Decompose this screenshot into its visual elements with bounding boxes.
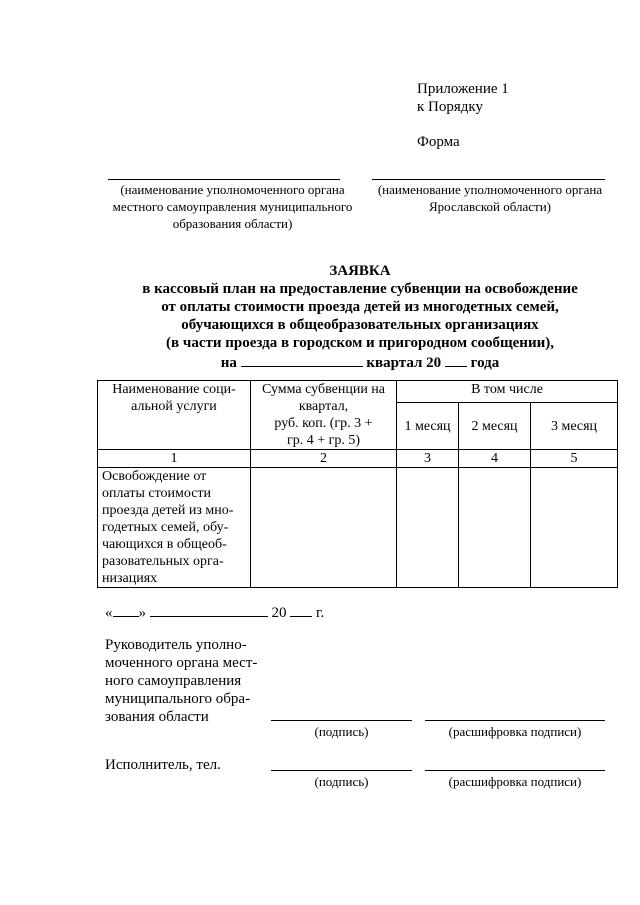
month-1-cell[interactable] bbox=[397, 468, 459, 588]
right-org-underline bbox=[372, 179, 605, 180]
quarter-blank[interactable] bbox=[241, 352, 363, 367]
title-line-3: обучающихся в общеобразовательных организациях bbox=[181, 317, 539, 333]
executor-label: Исполнитель, тел. bbox=[105, 757, 221, 773]
request-table bbox=[97, 380, 618, 588]
date-year-blank[interactable] bbox=[290, 602, 312, 617]
right-org-caption: (наименование уполномоченного органа Ярославской области) bbox=[377, 182, 603, 214]
executor-decoding-line[interactable] bbox=[425, 770, 605, 771]
service-name-cell: Освобождение от оплаты стоимости проезда детей из мно- годетных семей, обу- чающихся в общеоб- разовательных орга- низациях bbox=[98, 468, 251, 588]
col-number-5: 5 bbox=[531, 450, 618, 468]
month-3-cell[interactable] bbox=[531, 468, 618, 588]
col-number-3: 3 bbox=[397, 450, 459, 468]
month-2-header: 2 месяц bbox=[459, 403, 531, 450]
appendix-number: Приложение 1 bbox=[417, 81, 509, 97]
head-signature-line[interactable] bbox=[271, 720, 412, 721]
executor-signature-caption: (подпись) bbox=[314, 774, 369, 789]
executor-signature-line[interactable] bbox=[271, 770, 412, 771]
month-2-cell[interactable] bbox=[459, 468, 531, 588]
col-number-4: 4 bbox=[459, 450, 531, 468]
title-line-4: (в части проезда в городском и пригородном сообщении), bbox=[166, 335, 554, 351]
subvention-sum-cell[interactable] bbox=[251, 468, 397, 588]
group-header: В том числе bbox=[397, 381, 618, 403]
appendix-reference: к Порядку bbox=[417, 99, 483, 115]
col1-header: Наименование соци- альной услуги bbox=[98, 381, 251, 450]
left-org-underline bbox=[108, 179, 340, 180]
month-3-header: 3 месяц bbox=[531, 403, 618, 450]
col-number-2: 2 bbox=[251, 450, 397, 468]
title-line-1: в кассовый план на предоставление субвенции на освобождение bbox=[142, 281, 578, 297]
head-signature-caption: (подпись) bbox=[314, 724, 369, 739]
head-decoding-caption: (расшифровка подписи) bbox=[448, 724, 582, 739]
title-line-5: на квартал 20 года bbox=[80, 352, 640, 372]
document-title bbox=[80, 262, 640, 372]
year-blank[interactable] bbox=[445, 352, 467, 367]
title-heading: ЗАЯВКА bbox=[329, 263, 391, 279]
left-org-caption: (наименование уполномоченного органа местного самоуправления муниципального образования области) bbox=[112, 182, 353, 231]
date-line: « » 20 г. bbox=[105, 602, 324, 622]
form-label: Форма bbox=[417, 134, 460, 150]
month-blank[interactable] bbox=[150, 602, 268, 617]
executor-decoding-caption: (расшифровка подписи) bbox=[448, 774, 582, 789]
title-line-2: от оплаты стоимости проезда детей из многодетных семей, bbox=[161, 299, 559, 315]
day-blank[interactable] bbox=[113, 602, 139, 617]
head-label: Руководитель уполно- моченного органа мест- ного самоуправления муниципального обра- зования области bbox=[105, 637, 258, 725]
head-decoding-line[interactable] bbox=[425, 720, 605, 721]
month-1-header: 1 месяц bbox=[397, 403, 459, 450]
col-number-1: 1 bbox=[98, 450, 251, 468]
col2-header: Сумма субвенции на квартал, руб. коп. (гр. 3 + гр. 4 + гр. 5) bbox=[251, 381, 397, 450]
